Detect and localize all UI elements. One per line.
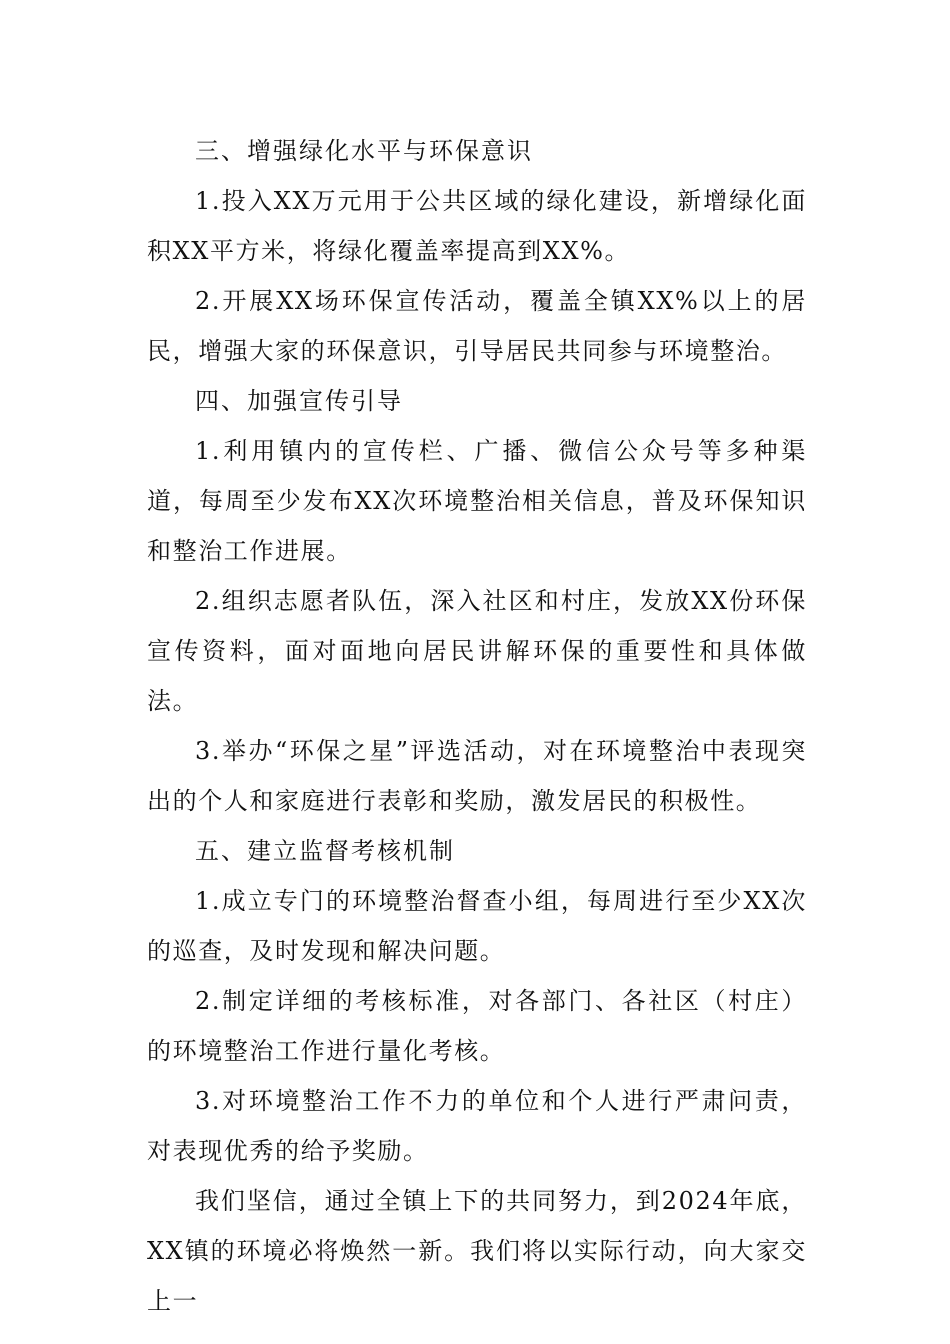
section-5-item-1: 1.成立专门的环境整治督查小组，每周进行至少XX次的巡查，及时发现和解决问题。 (147, 887, 807, 965)
document-body (147, 126, 807, 1326)
section-4-item-2: 2.组织志愿者队伍，深入社区和村庄，发放XX份环保宣传资料，面对面地向居民讲解环保的重要性和具体做法。 (147, 587, 807, 715)
section-heading-4: 四、加强宣传引导 (195, 387, 403, 415)
section-5-item-3: 3.对环境整治工作不力的单位和个人进行严肃问责，对表现优秀的给予奖励。 (147, 1087, 807, 1165)
section-3-item-1: 1.投入XX万元用于公共区域的绿化建设，新增绿化面积XX平方米，将绿化覆盖率提高到XX%。 (147, 187, 807, 265)
closing-paragraph: 我们坚信，通过全镇上下的共同努力，到2024年底，XX镇的环境必将焕然一新。我们将以实际行动，向大家交上一 (147, 1187, 807, 1315)
section-5-item-2: 2.制定详细的考核标准，对各部门、各社区（村庄）的环境整治工作进行量化考核。 (147, 987, 807, 1065)
section-3-item-2: 2.开展XX场环保宣传活动，覆盖全镇XX%以上的居民，增强大家的环保意识，引导居民共同参与环境整治。 (147, 287, 807, 365)
section-4-item-1: 1.利用镇内的宣传栏、广播、微信公众号等多种渠道，每周至少发布XX次环境整治相关信息，普及环保知识和整治工作进展。 (147, 437, 807, 565)
section-4-item-3: 3.举办“环保之星”评选活动，对在环境整治中表现突出的个人和家庭进行表彰和奖励，激发居民的积极性。 (147, 737, 807, 815)
section-heading-5: 五、建立监督考核机制 (195, 837, 455, 865)
section-heading-3: 三、增强绿化水平与环保意识 (195, 137, 533, 165)
